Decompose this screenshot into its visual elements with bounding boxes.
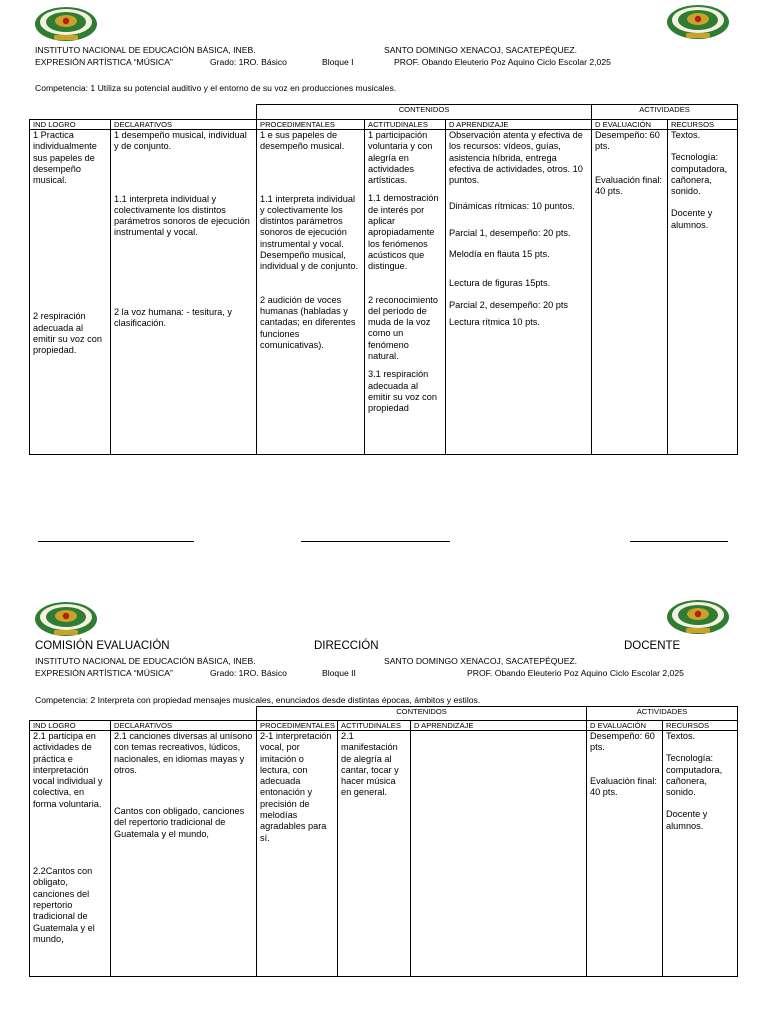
cell-actitudinales: [338, 731, 411, 977]
actitudinal-1: 2.1 manifestación de alegría al cantar, tocar y hacer música en general.: [341, 731, 399, 798]
competencia: Competencia: 2 Interpreta con propiedad mensajes musicales, enunciados desde distintas épocas, ámbitos y estilos.: [35, 695, 481, 705]
actitudinal-2: 1.1 demostración de interés por aplicar apropiadamente los fenómenos acústicos que distingue.: [368, 193, 439, 272]
col-ind-logro: IND LOGRO: [30, 120, 111, 130]
aprendizaje-7: Lectura rítmica 10 pts.: [449, 316, 540, 327]
planning-table-bloque-1: [29, 104, 738, 455]
signature-title-direccion: DIRECCIÓN: [314, 640, 379, 652]
procedimental-1: 1 e sus papeles de desempeño musical.: [260, 130, 345, 152]
procedimental-1: 2-1 interpretación vocal, por imitación o lectura, con adecuada entonación y precisión de melodías agradables para sí.: [260, 731, 332, 843]
planning-table-bloque-2: [29, 706, 738, 977]
recurso-1: Textos.: [671, 130, 701, 140]
aprendizaje-3: Parcial 1, desempeño: 20 pts.: [449, 227, 571, 238]
cell-declarativos: [111, 731, 257, 977]
actitudinal-3: 2 reconocimiento del período de muda de la voz como un fenómeno natural.: [368, 294, 438, 362]
ind-logro-2: 2 respiración adecuada al emitir su voz con propiedad.: [33, 311, 102, 356]
block-label: Bloque II: [322, 668, 356, 678]
school-name: INSTITUTO NACIONAL DE EDUCACIÓN BÁSICA, INEB.: [35, 45, 256, 55]
school-name: INSTITUTO NACIONAL DE EDUCACIÓN BÁSICA, INEB.: [35, 656, 256, 666]
teacher-label: PROF. Obando Eleuterio Poz Aquino Ciclo Escolar 2,025: [467, 668, 684, 678]
cell-ind-logro: [30, 731, 111, 977]
school-logo-right: [666, 4, 730, 40]
aprendizaje-5: Lectura de figuras 15pts.: [449, 278, 551, 289]
col-actitudinales: ACTITUDINALES: [338, 721, 411, 731]
signature-title-comision: COMISIÓN EVALUACIÓN: [35, 640, 170, 652]
ind-logro-2: 2.2Cantos con obligato, canciones del repertorio tradicional de Guatemala y el mundo,: [33, 866, 95, 944]
grade-label: Grado: 1RO. Básico: [210, 668, 287, 678]
cell-recursos: [668, 130, 738, 455]
header-actividades: ACTIVIDADES: [592, 105, 738, 120]
col-recursos: RECURSOS: [663, 721, 738, 731]
grade-label: Grado: 1RO. Básico: [210, 57, 287, 67]
declarativo-2: 1.1 interpreta individual y colectivamente los distintos parámetros sonoros de ejecución instrumental y vocal.: [114, 193, 250, 238]
cell-procedimentales: [257, 731, 338, 977]
competencia: Competencia: 1 Utiliza su potencial auditivo y el entorno de su voz en producciones musicales.: [35, 83, 397, 93]
col-declarativos: DECLARATIVOS: [111, 721, 257, 731]
aprendizaje-6: Parcial 2, desempeño: 20 pts: [449, 299, 568, 310]
block-label: Bloque I: [322, 57, 354, 67]
ind-logro-1: 2.1 participa en actividades de práctica e interpretación vocal individual y colectiva, en forma voluntaria.: [33, 731, 103, 809]
subject-name: EXPRESIÓN ARTÍSTICA “MÚSICA”: [35, 668, 173, 678]
col-procedimentales: PROCEDIMENTALES: [257, 120, 365, 130]
cell-procedimentales: [257, 130, 365, 455]
ind-logro-1: 1 Practica individualmente sus papeles de desempeño musical.: [33, 130, 97, 186]
teacher-label: PROF. Obando Eleuterio Poz Aquino Ciclo Escolar 2,025: [394, 57, 611, 67]
header-actividades: ACTIVIDADES: [587, 707, 738, 721]
recurso-2: Tecnología: computadora, cañonera, sonido.: [671, 152, 728, 197]
declarativo-1: 2.1 canciones diversas al unísono con temas recreativos, lúdicos, nacionales, en idiomas mayas y otros.: [114, 731, 253, 775]
signature-line-comision: [38, 541, 194, 542]
school-logo-left: [34, 6, 98, 42]
school-location: SANTO DOMINGO XENACOJ, SACATEPÉQUEZ.: [384, 656, 578, 666]
col-actitudinales: ACTITUDINALES: [365, 120, 446, 130]
signature-title-docente: DOCENTE: [624, 640, 681, 652]
evaluacion-1: Desempeño: 60 pts.: [590, 731, 655, 753]
col-d-evaluacion: D EVALUACIÓN: [587, 721, 663, 731]
col-recursos: RECURSOS: [668, 120, 738, 130]
subject-name: EXPRESIÓN ARTÍSTICA “MÚSICA”: [35, 57, 173, 67]
cell-ind-logro: [30, 130, 111, 455]
col-ind-logro: IND LOGRO: [30, 721, 111, 731]
recurso-3: Docente y alumnos.: [666, 809, 708, 831]
col-d-aprendizaje: D APRENDIZAJE: [411, 721, 587, 731]
school-logo-left: [34, 601, 98, 637]
aprendizaje-4: Melodía en flauta 15 pts.: [449, 249, 550, 260]
school-location: SANTO DOMINGO XENACOJ, SACATEPÉQUEZ.: [384, 45, 578, 55]
cell-d-aprendizaje: [411, 731, 587, 977]
declarativo-2: Cantos con obligado, canciones del repertorio tradicional de Guatemala y el mundo,: [114, 806, 245, 839]
actitudinal-4: 3.1 respiración adecuada al emitir su voz con propiedad: [368, 369, 437, 414]
school-logo-right: [666, 599, 730, 635]
evaluacion-2: Evaluación final: 40 pts.: [590, 775, 657, 797]
col-d-evaluacion: D EVALUACIÓN: [592, 120, 668, 130]
declarativo-1: 1 desempeño musical, individual y de conjunto.: [114, 130, 247, 152]
recurso-1: Textos.: [666, 731, 696, 741]
cell-d-evaluacion: [587, 731, 663, 977]
cell-declarativos: [111, 130, 257, 455]
recurso-2: Tecnología: computadora, cañonera, sonido.: [666, 753, 723, 798]
cell-recursos: [663, 731, 738, 977]
header-contenidos: CONTENIDOS: [257, 707, 587, 721]
col-d-aprendizaje: D APRENDIZAJE: [446, 120, 592, 130]
procedimental-3: 2 audición de voces humanas (habladas y cantadas; en diferentes funciones comunicativas).: [260, 294, 356, 350]
evaluacion-1: Desempeño: 60 pts.: [595, 130, 660, 152]
signature-line-docente: [630, 541, 728, 542]
aprendizaje-2: Dinámicas rítmicas: 10 puntos.: [449, 201, 575, 212]
procedimental-2: 1.1 interpreta individual y colectivamente los distintos parámetros sonoros de ejecución instrumental y vocal. Desempeño musical, individual y de conjunto.: [260, 193, 359, 272]
cell-actitudinales: [365, 130, 446, 455]
recurso-3: Docente y alumnos.: [671, 208, 713, 230]
actitudinal-1: 1 participación voluntaria y con alegría en actividades artísticas.: [368, 130, 433, 186]
evaluacion-2: Evaluación final: 40 pts.: [595, 174, 662, 196]
col-declarativos: DECLARATIVOS: [111, 120, 257, 130]
col-procedimentales: PROCEDIMENTALES: [257, 721, 338, 731]
declarativo-3: 2 la voz humana: - tesitura, y clasificación.: [114, 306, 232, 329]
signature-line-direccion: [301, 541, 450, 542]
cell-d-aprendizaje: [446, 130, 592, 455]
cell-d-evaluacion: [592, 130, 668, 455]
header-contenidos: CONTENIDOS: [257, 105, 592, 120]
aprendizaje-1: Observación atenta y efectiva de los recursos: vídeos, guías, asistencia híbrida, entrega efectiva de actividades, otros. 10 puntos.: [449, 130, 583, 186]
